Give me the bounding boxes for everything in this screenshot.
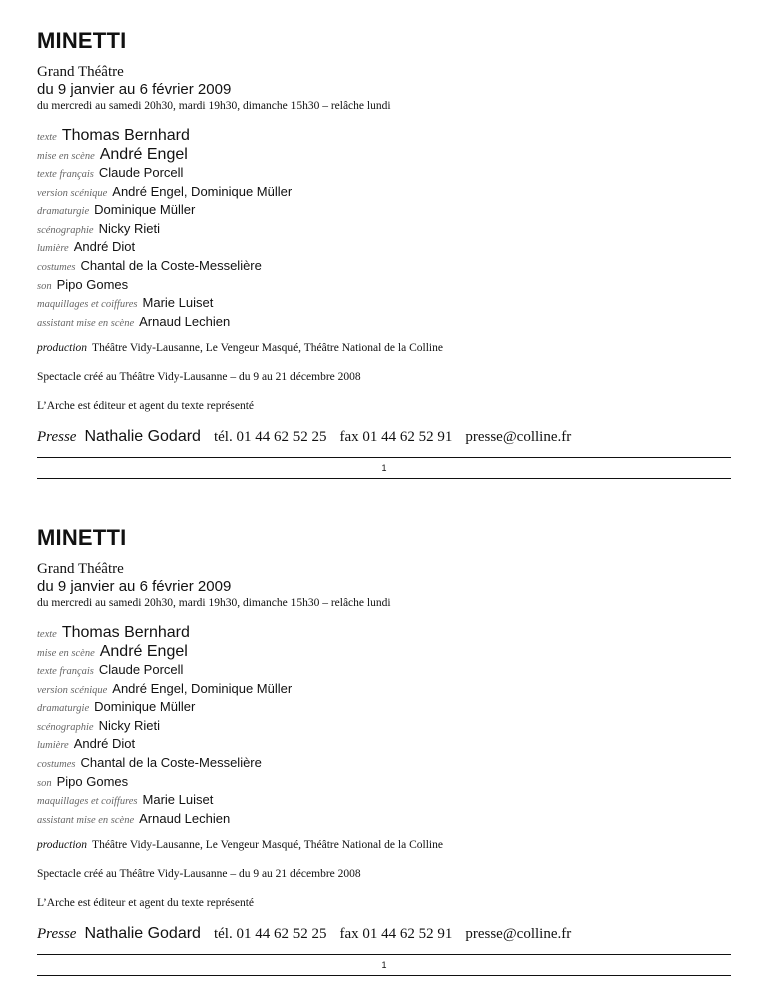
press-fax: fax 01 44 62 52 91	[339, 429, 453, 446]
credit-row	[37, 221, 731, 240]
credit-role: texte	[37, 132, 57, 143]
credit-name: André Diot	[73, 736, 136, 752]
credit-role: version scénique	[37, 684, 108, 696]
venue: Grand Théâtre	[37, 561, 124, 577]
press-contact	[37, 428, 731, 446]
document-page-2	[0, 497, 768, 994]
credit-row	[37, 258, 731, 277]
credit-role: dramaturgie	[37, 703, 90, 715]
credit-row	[37, 736, 731, 755]
production-label: production	[37, 839, 88, 852]
page-number: 1	[381, 463, 387, 473]
credit-name: Chantal de la Coste-Messelière	[80, 754, 262, 770]
creation-note: Spectacle créé au Théâtre Vidy-Lausanne – du 9 au 21 décembre 2008	[37, 868, 361, 881]
press-email: presse@colline.fr	[465, 429, 572, 446]
credit-name: Claude Porcell	[98, 165, 184, 180]
credit-row	[37, 811, 731, 830]
press-phone: tél. 01 44 62 52 25	[213, 429, 327, 446]
credit-row	[37, 792, 731, 811]
credit-role: texte français	[37, 169, 94, 180]
credit-name: Arnaud Lechien	[139, 810, 231, 826]
credit-role: lumière	[37, 740, 69, 752]
page-content	[37, 525, 731, 943]
page-footer	[37, 954, 731, 976]
credit-row	[37, 699, 731, 718]
publisher-note: L’Arche est éditeur et agent du texte représenté	[37, 897, 255, 910]
venue: Grand Théâtre	[37, 64, 124, 80]
credit-row	[37, 774, 731, 793]
credit-role: son	[37, 777, 52, 789]
credit-row	[37, 295, 731, 314]
creation-note: Spectacle créé au Théâtre Vidy-Lausanne – du 9 au 21 décembre 2008	[37, 371, 361, 384]
production-line	[37, 341, 731, 356]
production-line	[37, 838, 731, 853]
credit-row	[37, 127, 731, 146]
production-label: production	[37, 342, 88, 355]
production-text: Théâtre Vidy-Lausanne, Le Vengeur Masqué, Théâtre National de la Colline	[92, 839, 443, 852]
credit-name: Thomas Bernhard	[61, 624, 190, 641]
document-title: MINETTI	[37, 525, 127, 550]
dates: du 9 janvier au 6 février 2009	[37, 578, 232, 595]
press-name: Nathalie Godard	[84, 925, 201, 943]
press-label: Presse	[37, 926, 77, 943]
credit-name: Pipo Gomes	[56, 276, 129, 292]
credit-name: Thomas Bernhard	[61, 127, 190, 144]
credit-row	[37, 755, 731, 774]
production-text: Théâtre Vidy-Lausanne, Le Vengeur Masqué, Théâtre National de la Colline	[92, 342, 443, 355]
schedule: du mercredi au samedi 20h30, mardi 19h30, dimanche 15h30 – relâche lundi	[37, 100, 391, 112]
credit-role: scénographie	[37, 721, 94, 733]
credit-name: Arnaud Lechien	[139, 313, 231, 329]
credit-name: Marie Luiset	[142, 792, 214, 808]
credit-row	[37, 681, 731, 700]
credit-name: Dominique Müller	[94, 699, 196, 715]
credit-name: Claude Porcell	[98, 662, 184, 677]
credit-role: maquillages et coiffures	[37, 299, 138, 311]
credit-row	[37, 165, 731, 184]
credit-name: Pipo Gomes	[56, 773, 129, 789]
credit-role: texte français	[37, 666, 94, 677]
credit-role: assistant mise en scène	[37, 317, 135, 329]
credit-name: André Engel, Dominique Müller	[112, 680, 293, 696]
schedule: du mercredi au samedi 20h30, mardi 19h30, dimanche 15h30 – relâche lundi	[37, 597, 391, 609]
press-label: Presse	[37, 429, 77, 446]
credit-row	[37, 202, 731, 221]
credit-name: André Engel	[99, 146, 188, 163]
credit-row	[37, 624, 731, 643]
press-phone: tél. 01 44 62 52 25	[213, 926, 327, 943]
credit-name: André Diot	[73, 239, 136, 255]
press-email: presse@colline.fr	[465, 926, 572, 943]
credit-role: dramaturgie	[37, 206, 90, 218]
credit-role: costumes	[37, 758, 76, 770]
credit-name: André Engel	[99, 643, 188, 660]
credit-role: mise en scène	[37, 648, 95, 659]
credit-name: Nicky Rieti	[98, 717, 160, 733]
credit-row	[37, 314, 731, 333]
dates: du 9 janvier au 6 février 2009	[37, 81, 232, 98]
page-content	[37, 28, 731, 446]
credit-role: assistant mise en scène	[37, 814, 135, 826]
footer-rule-bottom	[37, 478, 731, 479]
document-title: MINETTI	[37, 28, 127, 53]
credit-name: Chantal de la Coste-Messelière	[80, 257, 262, 273]
credit-role: version scénique	[37, 187, 108, 199]
press-contact	[37, 925, 731, 943]
credit-row	[37, 239, 731, 258]
credit-role: mise en scène	[37, 151, 95, 162]
credit-name: Nicky Rieti	[98, 220, 160, 236]
credit-row	[37, 643, 731, 662]
credits-list	[37, 624, 731, 829]
credit-row	[37, 184, 731, 203]
page-footer	[37, 457, 731, 479]
credit-role: scénographie	[37, 224, 94, 236]
page-number: 1	[381, 960, 387, 970]
credit-role: texte	[37, 629, 57, 640]
credit-row	[37, 718, 731, 737]
credit-row	[37, 277, 731, 296]
credit-role: son	[37, 280, 52, 292]
press-fax: fax 01 44 62 52 91	[339, 926, 453, 943]
credit-name: Dominique Müller	[94, 202, 196, 218]
credit-row	[37, 146, 731, 165]
credit-role: costumes	[37, 261, 76, 273]
publisher-note: L’Arche est éditeur et agent du texte représenté	[37, 400, 255, 413]
credit-role: lumière	[37, 243, 69, 255]
footer-rule-bottom	[37, 975, 731, 976]
press-name: Nathalie Godard	[84, 428, 201, 446]
credit-name: Marie Luiset	[142, 295, 214, 311]
credit-role: maquillages et coiffures	[37, 796, 138, 808]
credit-name: André Engel, Dominique Müller	[112, 183, 293, 199]
credit-row	[37, 662, 731, 681]
credits-list	[37, 127, 731, 332]
